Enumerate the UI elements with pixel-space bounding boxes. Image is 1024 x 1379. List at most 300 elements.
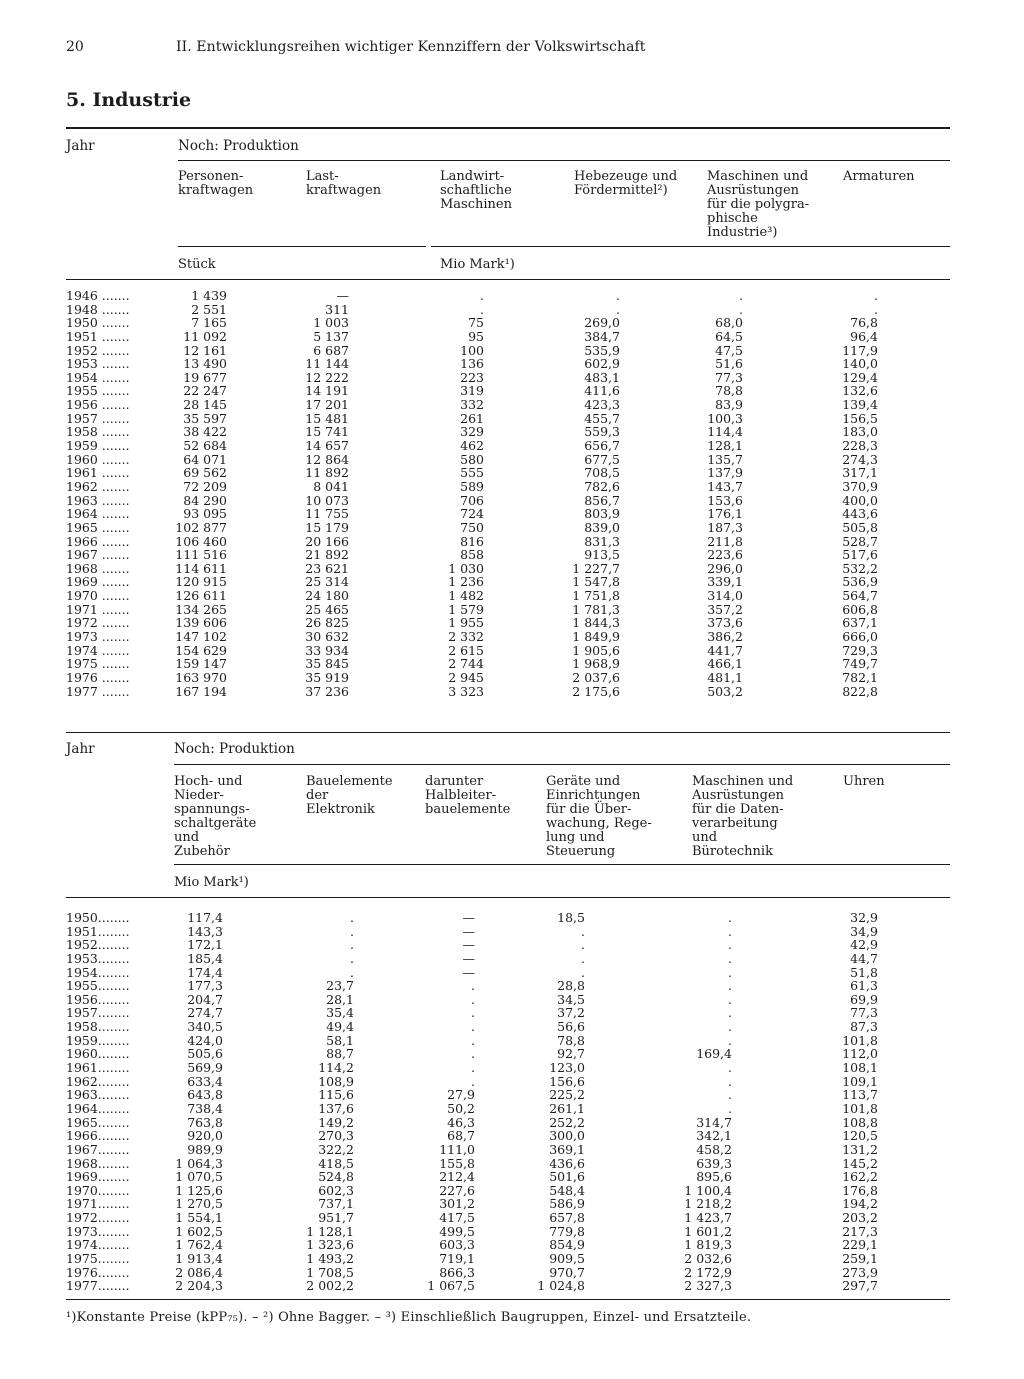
- year-cell: 1976........: [66, 1264, 130, 1280]
- table2-row: [66, 1034, 950, 1048]
- year-cell: 1965 .......: [66, 519, 130, 535]
- personenkraftwagen-cell: 11 092: [183, 328, 227, 344]
- halbleiterbauelemente-cell: .: [471, 991, 475, 1007]
- geraete-ueberwachung-cell: 909,5: [549, 1251, 585, 1267]
- armaturen-cell: 606,8: [842, 601, 878, 617]
- year-cell: 1960 .......: [66, 451, 130, 467]
- year-cell: 1969........: [66, 1169, 130, 1185]
- datenverarbeitung-cell: 458,2: [696, 1141, 732, 1157]
- polygraphische-maschinen-cell: 314,0: [707, 588, 743, 604]
- bauelemente-elektronik-cell: 2 002,2: [306, 1278, 354, 1294]
- personenkraftwagen-cell: 19 677: [183, 369, 227, 385]
- table1-row: [66, 398, 950, 412]
- year-cell: 1970........: [66, 1182, 130, 1198]
- section-title: 5. Industrie: [66, 89, 192, 111]
- halbleiterbauelemente-cell: —: [462, 910, 475, 925]
- bauelemente-elektronik-cell: 115,6: [318, 1087, 354, 1103]
- armaturen-cell: 156,5: [842, 410, 878, 426]
- geraete-ueberwachung-cell: 225,2: [549, 1087, 585, 1103]
- table2-unit-mio-mark: Mio Mark¹): [174, 875, 249, 890]
- table2-row: [66, 1020, 950, 1034]
- geraete-ueberwachung-cell: 970,7: [549, 1264, 585, 1280]
- table1-row: [66, 603, 950, 617]
- datenverarbeitung-cell: .: [728, 950, 732, 966]
- datenverarbeitung-cell: .: [728, 910, 732, 925]
- year-cell: 1950........: [66, 910, 130, 925]
- table2-row: [66, 1266, 950, 1280]
- table2-row: [66, 1143, 950, 1157]
- armaturen-cell: 132,6: [842, 383, 878, 399]
- armaturen-cell: 637,1: [842, 615, 878, 631]
- uhren-cell: 42,9: [850, 937, 878, 953]
- schaltgeraete-cell: 1 270,5: [175, 1196, 223, 1212]
- table2-row: [66, 1047, 950, 1061]
- lastkraftwagen-cell: 26 825: [305, 615, 349, 631]
- uhren-cell: 51,8: [850, 964, 878, 980]
- table2-row: [66, 1279, 950, 1293]
- table2-row: [66, 1075, 950, 1089]
- geraete-ueberwachung-cell: 261,1: [549, 1100, 585, 1116]
- halbleiterbauelemente-cell: 50,2: [447, 1100, 475, 1116]
- schaltgeraete-cell: 340,5: [187, 1019, 223, 1035]
- datenverarbeitung-cell: .: [728, 1060, 732, 1076]
- year-cell: 1972 .......: [66, 615, 130, 631]
- uhren-cell: 217,3: [842, 1223, 878, 1239]
- halbleiterbauelemente-cell: .: [471, 1032, 475, 1048]
- lastkraftwagen-cell: 23 621: [305, 560, 349, 576]
- year-cell: 1977 .......: [66, 683, 130, 699]
- polygraphische-maschinen-cell: 373,6: [707, 615, 743, 631]
- table1-row: [66, 630, 950, 644]
- table2-jahr-label: Jahr: [66, 741, 95, 757]
- schaltgeraete-cell: 505,6: [187, 1046, 223, 1062]
- year-cell: 1952........: [66, 937, 130, 953]
- uhren-cell: 108,8: [842, 1114, 878, 1130]
- schaltgeraete-cell: 2 086,4: [175, 1264, 223, 1280]
- landwirtschaftliche-maschinen-cell: 858: [460, 547, 484, 563]
- personenkraftwagen-cell: 69 562: [183, 465, 227, 481]
- table2-row: [66, 1006, 950, 1020]
- hebezeuge-cell: 1 905,6: [572, 642, 620, 658]
- table1-row: [66, 616, 950, 630]
- polygraphische-maschinen-cell: 153,6: [707, 492, 743, 508]
- uhren-cell: 194,2: [842, 1196, 878, 1212]
- polygraphische-maschinen-cell: 211,8: [707, 533, 743, 549]
- bauelemente-elektronik-cell: 28,1: [326, 991, 354, 1007]
- personenkraftwagen-cell: 35 597: [183, 410, 227, 426]
- schaltgeraete-cell: 117,4: [187, 910, 223, 925]
- table1-row: [66, 507, 950, 521]
- table2-noch-label: Noch: Produktion: [174, 741, 295, 757]
- bauelemente-elektronik-cell: 1 128,1: [306, 1223, 354, 1239]
- hebezeuge-cell: 656,7: [584, 438, 620, 454]
- lastkraftwagen-cell: 17 201: [305, 397, 349, 413]
- bauelemente-elektronik-cell: .: [350, 950, 354, 966]
- personenkraftwagen-cell: 72 209: [183, 478, 227, 494]
- datenverarbeitung-cell: 639,3: [696, 1155, 732, 1171]
- halbleiterbauelemente-cell: .: [471, 1060, 475, 1076]
- table2-subhead-rule: [174, 764, 950, 765]
- schaltgeraete-cell: 738,4: [187, 1100, 223, 1116]
- polygraphische-maschinen-cell: 386,2: [707, 629, 743, 645]
- datenverarbeitung-cell: 2 172,9: [684, 1264, 732, 1280]
- year-cell: 1966 .......: [66, 533, 130, 549]
- table1-body-rule: [66, 279, 950, 280]
- landwirtschaftliche-maschinen-cell: 3 323: [448, 683, 484, 699]
- geraete-ueberwachung-cell: 252,2: [549, 1114, 585, 1130]
- year-cell: 1969 .......: [66, 574, 130, 590]
- uhren-cell: 203,2: [842, 1210, 878, 1226]
- table1-row: [66, 303, 950, 317]
- hebezeuge-cell: 423,3: [584, 397, 620, 413]
- geraete-ueberwachung-cell: .: [581, 937, 585, 953]
- landwirtschaftliche-maschinen-cell: 329: [460, 424, 484, 440]
- hebezeuge-cell: 535,9: [584, 342, 620, 358]
- geraete-ueberwachung-cell: 436,6: [549, 1155, 585, 1171]
- table1-row: [66, 412, 950, 426]
- polygraphische-maschinen-cell: 114,4: [707, 424, 743, 440]
- personenkraftwagen-cell: 52 684: [183, 438, 227, 454]
- personenkraftwagen-cell: 13 490: [183, 356, 227, 372]
- table2-row: [66, 1211, 950, 1225]
- datenverarbeitung-cell: .: [728, 1087, 732, 1103]
- schaltgeraete-cell: 174,4: [187, 964, 223, 980]
- year-cell: 1972........: [66, 1210, 130, 1226]
- halbleiterbauelemente-cell: —: [462, 937, 475, 953]
- year-cell: 1956........: [66, 991, 130, 1007]
- datenverarbeitung-cell: .: [728, 923, 732, 939]
- lastkraftwagen-cell: 14 657: [305, 438, 349, 454]
- hebezeuge-cell: 708,5: [584, 465, 620, 481]
- uhren-cell: 109,1: [842, 1073, 878, 1089]
- year-cell: 1955 .......: [66, 383, 130, 399]
- datenverarbeitung-cell: 1 218,2: [684, 1196, 732, 1212]
- geraete-ueberwachung-cell: 92,7: [557, 1046, 585, 1062]
- hebezeuge-cell: 1 849,9: [572, 629, 620, 645]
- uhren-cell: 120,5: [842, 1128, 878, 1144]
- armaturen-cell: 139,4: [842, 397, 878, 413]
- polygraphische-maschinen-cell: 77,3: [715, 369, 743, 385]
- schaltgeraete-cell: 763,8: [187, 1114, 223, 1130]
- table1-row: [66, 330, 950, 344]
- halbleiterbauelemente-cell: .: [471, 1019, 475, 1035]
- year-cell: 1946 .......: [66, 288, 130, 303]
- year-cell: 1968........: [66, 1155, 130, 1171]
- personenkraftwagen-cell: 22 247: [183, 383, 227, 399]
- uhren-cell: 108,1: [842, 1060, 878, 1076]
- datenverarbeitung-cell: 1 601,2: [684, 1223, 732, 1239]
- datenverarbeitung-cell: .: [728, 937, 732, 953]
- personenkraftwagen-cell: 126 611: [175, 588, 227, 604]
- datenverarbeitung-cell: 895,6: [696, 1169, 732, 1185]
- personenkraftwagen-cell: 134 265: [175, 601, 227, 617]
- uhren-cell: 34,9: [850, 923, 878, 939]
- schaltgeraete-cell: 204,7: [187, 991, 223, 1007]
- geraete-ueberwachung-cell: 18,5: [557, 910, 585, 925]
- datenverarbeitung-cell: .: [728, 1019, 732, 1035]
- armaturen-cell: 117,9: [842, 342, 878, 358]
- year-cell: 1973 .......: [66, 629, 130, 645]
- landwirtschaftliche-maschinen-cell: 555: [460, 465, 484, 481]
- personenkraftwagen-cell: 106 460: [175, 533, 227, 549]
- personenkraftwagen-cell: 28 145: [183, 397, 227, 413]
- table1-col-lastkraftwagen: Last- kraftwagen: [306, 169, 382, 198]
- personenkraftwagen-cell: 102 877: [175, 519, 227, 535]
- landwirtschaftliche-maschinen-cell: 223: [460, 369, 484, 385]
- landwirtschaftliche-maschinen-cell: 750: [460, 519, 484, 535]
- table2-row: [66, 1061, 950, 1075]
- hebezeuge-cell: 1 781,3: [572, 601, 620, 617]
- armaturen-cell: 129,4: [842, 369, 878, 385]
- year-cell: 1951........: [66, 923, 130, 939]
- year-cell: 1958........: [66, 1019, 130, 1035]
- landwirtschaftliche-maschinen-cell: 2 945: [448, 669, 484, 685]
- datenverarbeitung-cell: 2 032,6: [684, 1251, 732, 1267]
- personenkraftwagen-cell: 7 165: [191, 315, 227, 331]
- halbleiterbauelemente-cell: 499,5: [439, 1223, 475, 1239]
- table1-row: [66, 535, 950, 549]
- landwirtschaftliche-maschinen-cell: 1 236: [448, 574, 484, 590]
- halbleiterbauelemente-cell: 27,9: [447, 1087, 475, 1103]
- geraete-ueberwachung-cell: 657,8: [549, 1210, 585, 1226]
- hebezeuge-cell: 455,7: [584, 410, 620, 426]
- year-cell: 1952 .......: [66, 342, 130, 358]
- year-cell: 1960........: [66, 1046, 130, 1062]
- armaturen-cell: .: [874, 288, 878, 303]
- polygraphische-maschinen-cell: 137,9: [707, 465, 743, 481]
- hebezeuge-cell: 384,7: [584, 328, 620, 344]
- year-cell: 1976 .......: [66, 669, 130, 685]
- hebezeuge-cell: 602,9: [584, 356, 620, 372]
- landwirtschaftliche-maschinen-cell: 589: [460, 478, 484, 494]
- lastkraftwagen-cell: 8 041: [313, 478, 349, 494]
- year-cell: 1961 .......: [66, 465, 130, 481]
- landwirtschaftliche-maschinen-cell: 1 030: [448, 560, 484, 576]
- bauelemente-elektronik-cell: 1 708,5: [306, 1264, 354, 1280]
- table1-row: [66, 480, 950, 494]
- table1-row: [66, 521, 950, 535]
- year-cell: 1974........: [66, 1237, 130, 1253]
- uhren-cell: 113,7: [842, 1087, 878, 1103]
- armaturen-cell: 370,9: [842, 478, 878, 494]
- table2-row: [66, 1088, 950, 1102]
- table2-col-geraete-ueberwachung: Geräte und Einrichtungen für die Über- wachung, Rege- lung und Steuerung: [546, 774, 652, 859]
- schaltgeraete-cell: 185,4: [187, 950, 223, 966]
- table1-row: [66, 344, 950, 358]
- geraete-ueberwachung-cell: 78,8: [557, 1032, 585, 1048]
- bauelemente-elektronik-cell: 58,1: [326, 1032, 354, 1048]
- table2-row: [66, 1102, 950, 1116]
- halbleiterbauelemente-cell: —: [462, 964, 475, 980]
- armaturen-cell: 228,3: [842, 438, 878, 454]
- table1-row: [66, 439, 950, 453]
- lastkraftwagen-cell: 15 179: [305, 519, 349, 535]
- landwirtschaftliche-maschinen-cell: 706: [460, 492, 484, 508]
- table2-row: [66, 1170, 950, 1184]
- uhren-cell: 61,3: [850, 978, 878, 994]
- year-cell: 1963........: [66, 1087, 130, 1103]
- datenverarbeitung-cell: 2 327,3: [684, 1278, 732, 1294]
- table1-unit-rule-left: [178, 246, 426, 247]
- lastkraftwagen-cell: 12 864: [305, 451, 349, 467]
- landwirtschaftliche-maschinen-cell: 580: [460, 451, 484, 467]
- landwirtschaftliche-maschinen-cell: 136: [460, 356, 484, 372]
- personenkraftwagen-cell: 2 551: [191, 301, 227, 317]
- year-cell: 1961........: [66, 1060, 130, 1076]
- landwirtschaftliche-maschinen-cell: 1 579: [448, 601, 484, 617]
- year-cell: 1953 .......: [66, 356, 130, 372]
- datenverarbeitung-cell: .: [728, 991, 732, 1007]
- landwirtschaftliche-maschinen-cell: 462: [460, 438, 484, 454]
- table1-subhead-rule: [178, 160, 950, 161]
- bauelemente-elektronik-cell: 418,5: [318, 1155, 354, 1171]
- lastkraftwagen-cell: —: [336, 288, 349, 303]
- geraete-ueberwachung-cell: .: [581, 964, 585, 980]
- halbleiterbauelemente-cell: .: [471, 978, 475, 994]
- running-head: II. Entwicklungsreihen wichtiger Kennziffern der Volkswirtschaft: [176, 39, 646, 55]
- armaturen-cell: 400,0: [842, 492, 878, 508]
- year-cell: 1948 .......: [66, 301, 130, 317]
- bauelemente-elektronik-cell: 951,7: [318, 1210, 354, 1226]
- schaltgeraete-cell: 643,8: [187, 1087, 223, 1103]
- geraete-ueberwachung-cell: .: [581, 923, 585, 939]
- hebezeuge-cell: 559,3: [584, 424, 620, 440]
- schaltgeraete-cell: 920,0: [187, 1128, 223, 1144]
- schaltgeraete-cell: 633,4: [187, 1073, 223, 1089]
- polygraphische-maschinen-cell: 51,6: [715, 356, 743, 372]
- armaturen-cell: 96,4: [850, 328, 878, 344]
- table1-row: [66, 671, 950, 685]
- table2-col-halbleiterbauelemente: darunter Halbleiter- bauelemente: [425, 774, 511, 817]
- table1-row: [66, 453, 950, 467]
- hebezeuge-cell: 1 547,8: [572, 574, 620, 590]
- schaltgeraete-cell: 1 125,6: [175, 1182, 223, 1198]
- uhren-cell: 273,9: [842, 1264, 878, 1280]
- table1-unit-mio-mark: Mio Mark¹): [440, 257, 515, 272]
- year-cell: 1975........: [66, 1251, 130, 1267]
- lastkraftwagen-cell: 15 741: [305, 424, 349, 440]
- table1-row: [66, 685, 950, 699]
- armaturen-cell: 140,0: [842, 356, 878, 372]
- year-cell: 1966........: [66, 1128, 130, 1144]
- year-cell: 1974 .......: [66, 642, 130, 658]
- polygraphische-maschinen-cell: 78,8: [715, 383, 743, 399]
- personenkraftwagen-cell: 12 161: [183, 342, 227, 358]
- armaturen-cell: 749,7: [842, 656, 878, 672]
- landwirtschaftliche-maschinen-cell: 2 332: [448, 629, 484, 645]
- year-cell: 1965........: [66, 1114, 130, 1130]
- halbleiterbauelemente-cell: .: [471, 1073, 475, 1089]
- hebezeuge-cell: .: [616, 301, 620, 317]
- hebezeuge-cell: 1 227,7: [572, 560, 620, 576]
- lastkraftwagen-cell: 11 144: [305, 356, 349, 372]
- year-cell: 1977........: [66, 1278, 130, 1294]
- page-number: 20: [66, 39, 84, 55]
- table1-row: [66, 289, 950, 303]
- table2-row: [66, 1129, 950, 1143]
- halbleiterbauelemente-cell: 111,0: [439, 1141, 475, 1157]
- landwirtschaftliche-maschinen-cell: 319: [460, 383, 484, 399]
- table1-noch-label: Noch: Produktion: [178, 138, 299, 154]
- year-cell: 1957........: [66, 1005, 130, 1021]
- hebezeuge-cell: 831,3: [584, 533, 620, 549]
- halbleiterbauelemente-cell: 603,3: [439, 1237, 475, 1253]
- schaltgeraete-cell: 1 064,3: [175, 1155, 223, 1171]
- geraete-ueberwachung-cell: 37,2: [557, 1005, 585, 1021]
- lastkraftwagen-cell: 15 481: [305, 410, 349, 426]
- uhren-cell: 87,3: [850, 1019, 878, 1035]
- table2-col-bauelemente-elektronik: Bauelemente der Elektronik: [306, 774, 393, 817]
- schaltgeraete-cell: 1 913,4: [175, 1251, 223, 1267]
- table2-row: [66, 1116, 950, 1130]
- table2-unit-rule: [174, 864, 950, 865]
- year-cell: 1971........: [66, 1196, 130, 1212]
- personenkraftwagen-cell: 1 439: [191, 288, 227, 303]
- polygraphische-maschinen-cell: 100,3: [707, 410, 743, 426]
- datenverarbeitung-cell: 314,7: [696, 1114, 732, 1130]
- hebezeuge-cell: 677,5: [584, 451, 620, 467]
- geraete-ueberwachung-cell: 123,0: [549, 1060, 585, 1076]
- year-cell: 1967 .......: [66, 547, 130, 563]
- polygraphische-maschinen-cell: 47,5: [715, 342, 743, 358]
- polygraphische-maschinen-cell: 466,1: [707, 656, 743, 672]
- schaltgeraete-cell: 1 554,1: [175, 1210, 223, 1226]
- bauelemente-elektronik-cell: .: [350, 937, 354, 953]
- lastkraftwagen-cell: 12 222: [305, 369, 349, 385]
- lastkraftwagen-cell: 33 934: [305, 642, 349, 658]
- polygraphische-maschinen-cell: 441,7: [707, 642, 743, 658]
- year-cell: 1956 .......: [66, 397, 130, 413]
- bauelemente-elektronik-cell: 602,3: [318, 1182, 354, 1198]
- table2-row: [66, 925, 950, 939]
- landwirtschaftliche-maschinen-cell: 95: [468, 328, 484, 344]
- personenkraftwagen-cell: 38 422: [183, 424, 227, 440]
- geraete-ueberwachung-cell: 1 024,8: [537, 1278, 585, 1294]
- schaltgeraete-cell: 2 204,3: [175, 1278, 223, 1294]
- lastkraftwagen-cell: 35 919: [305, 669, 349, 685]
- uhren-cell: 259,1: [842, 1251, 878, 1267]
- uhren-cell: 44,7: [850, 950, 878, 966]
- hebezeuge-cell: 269,0: [584, 315, 620, 331]
- table2-row: [66, 938, 950, 952]
- hebezeuge-cell: 2 175,6: [572, 683, 620, 699]
- table1-row: [66, 466, 950, 480]
- bauelemente-elektronik-cell: 137,6: [318, 1100, 354, 1116]
- polygraphische-maschinen-cell: 68,0: [715, 315, 743, 331]
- table1-row: [66, 562, 950, 576]
- landwirtschaftliche-maschinen-cell: 724: [460, 506, 484, 522]
- polygraphische-maschinen-cell: 187,3: [707, 519, 743, 535]
- table1-top-rule: [66, 127, 950, 129]
- landwirtschaftliche-maschinen-cell: 100: [460, 342, 484, 358]
- bauelemente-elektronik-cell: 149,2: [318, 1114, 354, 1130]
- halbleiterbauelemente-cell: 719,1: [439, 1251, 475, 1267]
- datenverarbeitung-cell: .: [728, 978, 732, 994]
- geraete-ueberwachung-cell: 548,4: [549, 1182, 585, 1198]
- personenkraftwagen-cell: 139 606: [175, 615, 227, 631]
- landwirtschaftliche-maschinen-cell: 75: [468, 315, 484, 331]
- armaturen-cell: 564,7: [842, 588, 878, 604]
- table1-row: [66, 575, 950, 589]
- table1-row: [66, 494, 950, 508]
- uhren-cell: 101,8: [842, 1100, 878, 1116]
- armaturen-cell: 505,8: [842, 519, 878, 535]
- hebezeuge-cell: 1 751,8: [572, 588, 620, 604]
- hebezeuge-cell: 782,6: [584, 478, 620, 494]
- lastkraftwagen-cell: 25 314: [305, 574, 349, 590]
- halbleiterbauelemente-cell: 212,4: [439, 1169, 475, 1185]
- personenkraftwagen-cell: 64 071: [183, 451, 227, 467]
